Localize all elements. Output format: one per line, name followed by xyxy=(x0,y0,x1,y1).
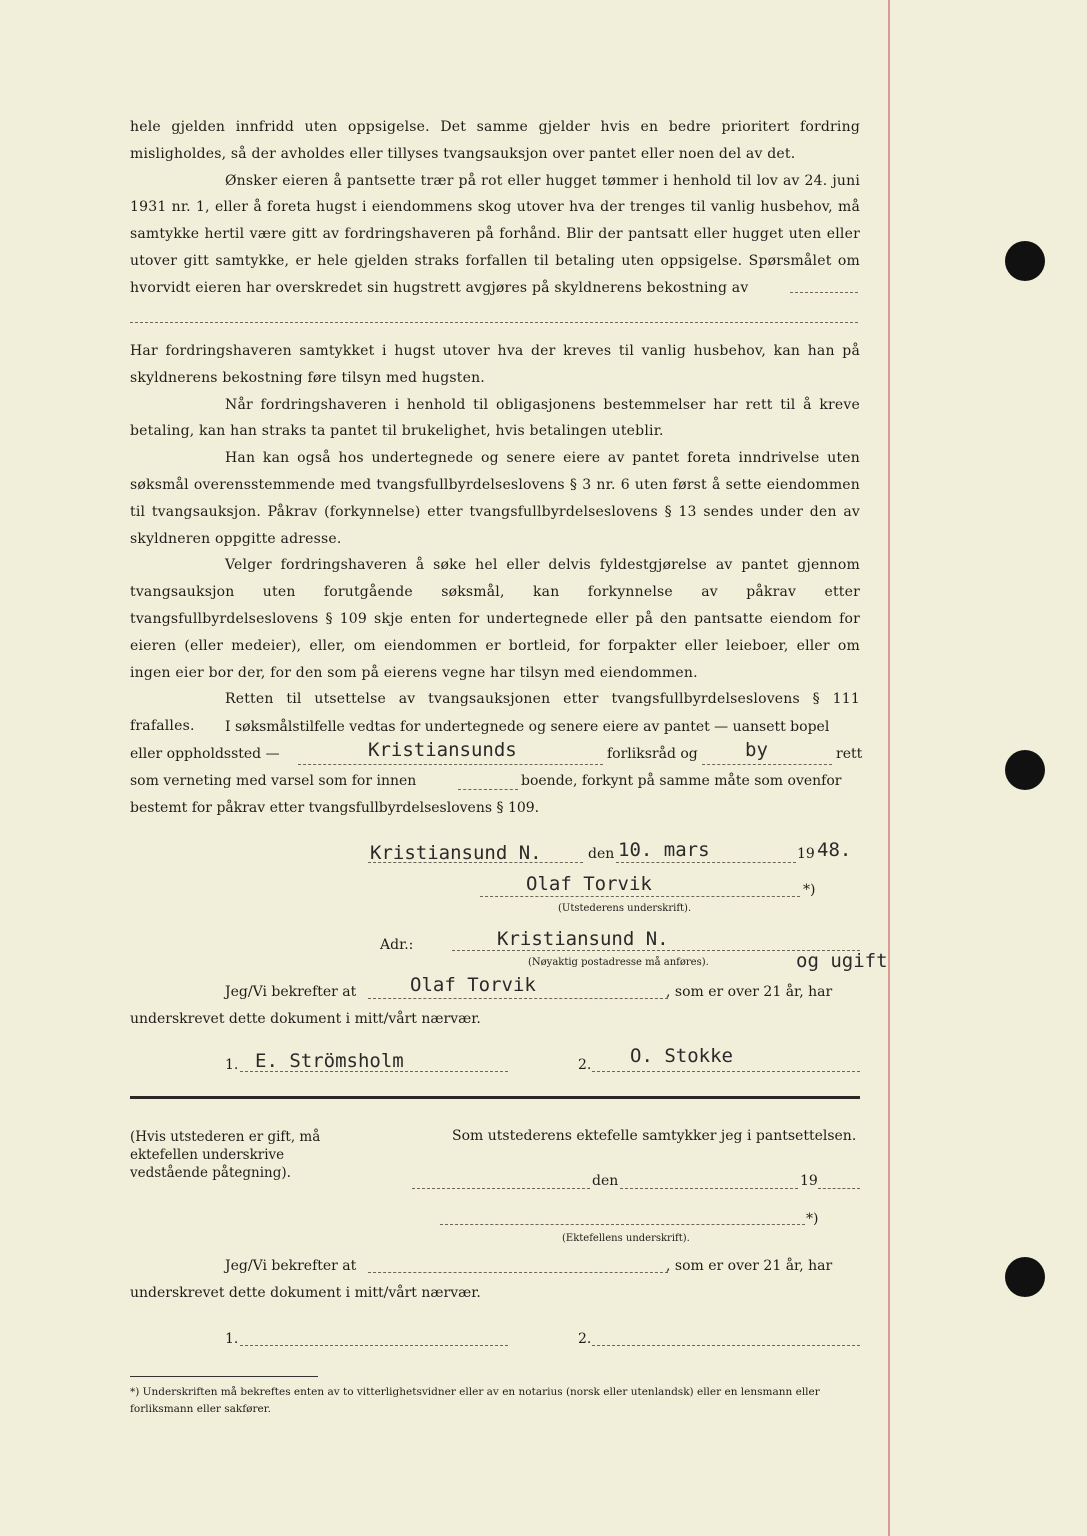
court-type: by xyxy=(745,739,768,761)
paragraph: Velger fordringshaveren å søke hel eller delvis fyldestgjørelse av pantet gjennom tvangsauksjon uten forutgående søksmål, kan forkynnelse av påkrav etter tvangsfullbyrdelseslovens § 109 skje enten for undertegnede eller på den pantsatte eiendom for eieren (eller medeier), eller, om eiendommen er bortleid, for forpakter eller leieboer, eller om ingen eier bor der, for den som på eierens vegne har tilsyn med eiendommen. xyxy=(130,557,860,681)
paragraph: Har fordringshaveren samtykket i hugst utover hva der kreves til vanlig husbehov, kan han på skyldnerens bekostning føre tilsyn med hugsten. xyxy=(130,343,860,386)
venue-line1: I søksmålstilfelle vedtas for undertegnede og senere eiere av pantet — uansett bopel xyxy=(225,719,830,735)
fill-line xyxy=(592,1345,860,1346)
venue-mid: forliksråd og xyxy=(607,746,698,762)
spouse-caption: (Ektefellens underskrift). xyxy=(562,1233,690,1244)
fill-line xyxy=(240,1345,508,1346)
fill-line xyxy=(616,862,796,863)
witness2-signature: O. Stokke xyxy=(630,1045,733,1067)
paragraph: Retten til utsettelse av tvangsauksjonen etter tvangsfullbyrdelseslovens § 111 frafalles. xyxy=(130,691,860,735)
fill-line xyxy=(130,322,858,323)
footnote-rule xyxy=(130,1376,318,1377)
punch-hole xyxy=(1005,241,1045,281)
venue-line3b: boende, forkynt på samme måte som ovenfor xyxy=(521,773,842,789)
witness-num1: 1. xyxy=(225,1057,239,1073)
spouse-den-label: den xyxy=(592,1173,619,1189)
witness-num2: 2. xyxy=(578,1057,592,1073)
witnessed-name: Olaf Torvik xyxy=(410,974,536,996)
spouse-year-prefix: 19 xyxy=(800,1173,818,1189)
margin-line xyxy=(888,0,890,1536)
spouse-witness-num2: 2. xyxy=(578,1331,592,1347)
witness-prefix: Jeg/Vi bekrefter at xyxy=(225,984,357,1000)
fill-line xyxy=(620,1188,798,1189)
fill-line xyxy=(368,862,583,863)
spouse-side-note: (Hvis utstederen er gift, må ektefellen underskrive vedstående påtegning). xyxy=(130,1129,321,1181)
punch-hole xyxy=(1005,1257,1045,1297)
paragraph: hele gjelden innfridd uten oppsigelse. Det samme gjelder hvis en bedre prioritert fordring misligholdes, så der avholdes eller tillyses tvangsauksjon over pantet eller noen del av det. xyxy=(130,119,860,162)
fill-line xyxy=(412,1188,590,1189)
spouse-witness-suffix: , som er over 21 år, har xyxy=(666,1258,833,1274)
issuer-signature: Olaf Torvik xyxy=(526,873,652,895)
body-text-top xyxy=(130,114,860,302)
fill-line xyxy=(368,1272,668,1273)
signing-date: 10. mars xyxy=(618,839,710,861)
fill-line xyxy=(702,764,832,765)
venue-prefix: eller oppholdssted — xyxy=(130,746,280,762)
fill-line xyxy=(818,1188,860,1189)
fill-line xyxy=(368,998,668,999)
spouse-witness-num1: 1. xyxy=(225,1331,239,1347)
court-name: Kristiansunds xyxy=(368,739,517,761)
paragraph: Når fordringshaveren i henhold til obligasjonens bestemmelser har rett til å kreve betaling, kan han straks ta pantet til brukelighet, hvis betalingen uteblir. xyxy=(130,396,860,440)
venue-line4: bestemt for påkrav etter tvangsfullbyrdelseslovens § 109. xyxy=(130,800,540,816)
body-text-main xyxy=(130,338,860,740)
den-label: den xyxy=(588,846,615,862)
spouse-witness-line2: underskrevet dette dokument i mitt/vårt nærvær. xyxy=(130,1285,481,1301)
witness1-signature: E. Strömsholm xyxy=(255,1050,404,1072)
venue-line3a: som verneting med varsel som for innen xyxy=(130,773,417,789)
witness-line2: underskrevet dette dokument i mitt/vårt nærvær. xyxy=(130,1011,481,1027)
venue-suffix: rett xyxy=(836,746,863,762)
issuer-asterisk: *) xyxy=(803,882,816,898)
spouse-consent: Som utstederens ektefelle samtykker jeg i pantsettelsen. xyxy=(452,1128,857,1144)
year-suffix: 48. xyxy=(817,839,852,861)
issuer-caption: (Utstederens underskrift). xyxy=(558,903,692,914)
fill-line xyxy=(298,764,603,765)
footnote: *) Underskriften må bekreftes enten av to vitterlighetsvidner eller av en notarius (norsk eller utenlandsk) eller en lensmann eller forliksmann eller sakfører. xyxy=(130,1386,820,1415)
spouse-signature-line xyxy=(440,1224,805,1225)
fill-line xyxy=(458,789,518,790)
punch-hole xyxy=(1005,750,1045,790)
paragraph: Ønsker eieren å pantsette trær på rot eller hugget tømmer i henhold til lov av 24. juni 1931 nr. 1, eller å foreta hugst i eiendommens skog utover hva der trenges til vanlig husbehov, må samtykke hertil være gitt av fordringshaveren på forhånd. Blir der pantsatt eller hugget uten eller utover gitt samtykke, er hele gjelden straks forfallen til betaling uten oppsigelse. Spørsmålet om hvorvidt eieren har overskredet sin hugstrett avgjøres på skyldnerens bekostning av xyxy=(130,172,860,296)
section-divider xyxy=(130,1096,860,1099)
year-prefix: 19 xyxy=(797,846,815,862)
fill-line xyxy=(790,292,858,293)
fill-line xyxy=(240,1071,508,1072)
marital-note: og ugift xyxy=(796,950,888,972)
witness-suffix: , som er over 21 år, har xyxy=(666,984,833,1000)
spouse-witness-prefix: Jeg/Vi bekrefter at xyxy=(225,1258,357,1274)
fill-line xyxy=(592,1071,860,1072)
address-caption: (Nøyaktig postadresse må anføres). xyxy=(528,957,709,968)
issuer-address: Kristiansund N. xyxy=(497,928,669,950)
spouse-asterisk: *) xyxy=(806,1211,819,1227)
adr-label: Adr.: xyxy=(380,937,414,953)
paragraph: Han kan også hos undertegnede og senere eiere av pantet foreta inndrivelse uten søksmål overensstemmende med tvangsfullbyrdelseslovens § 3 nr. 6 uten først å sette eiendommen til tvangsauksjon. Påkrav (forkynnelse) etter tvangsfullbyrdelseslovens § 13 sendes under den av skyldneren oppgitte adresse. xyxy=(130,450,860,547)
signature-line xyxy=(480,896,800,897)
signing-place: Kristiansund N. xyxy=(370,842,542,864)
